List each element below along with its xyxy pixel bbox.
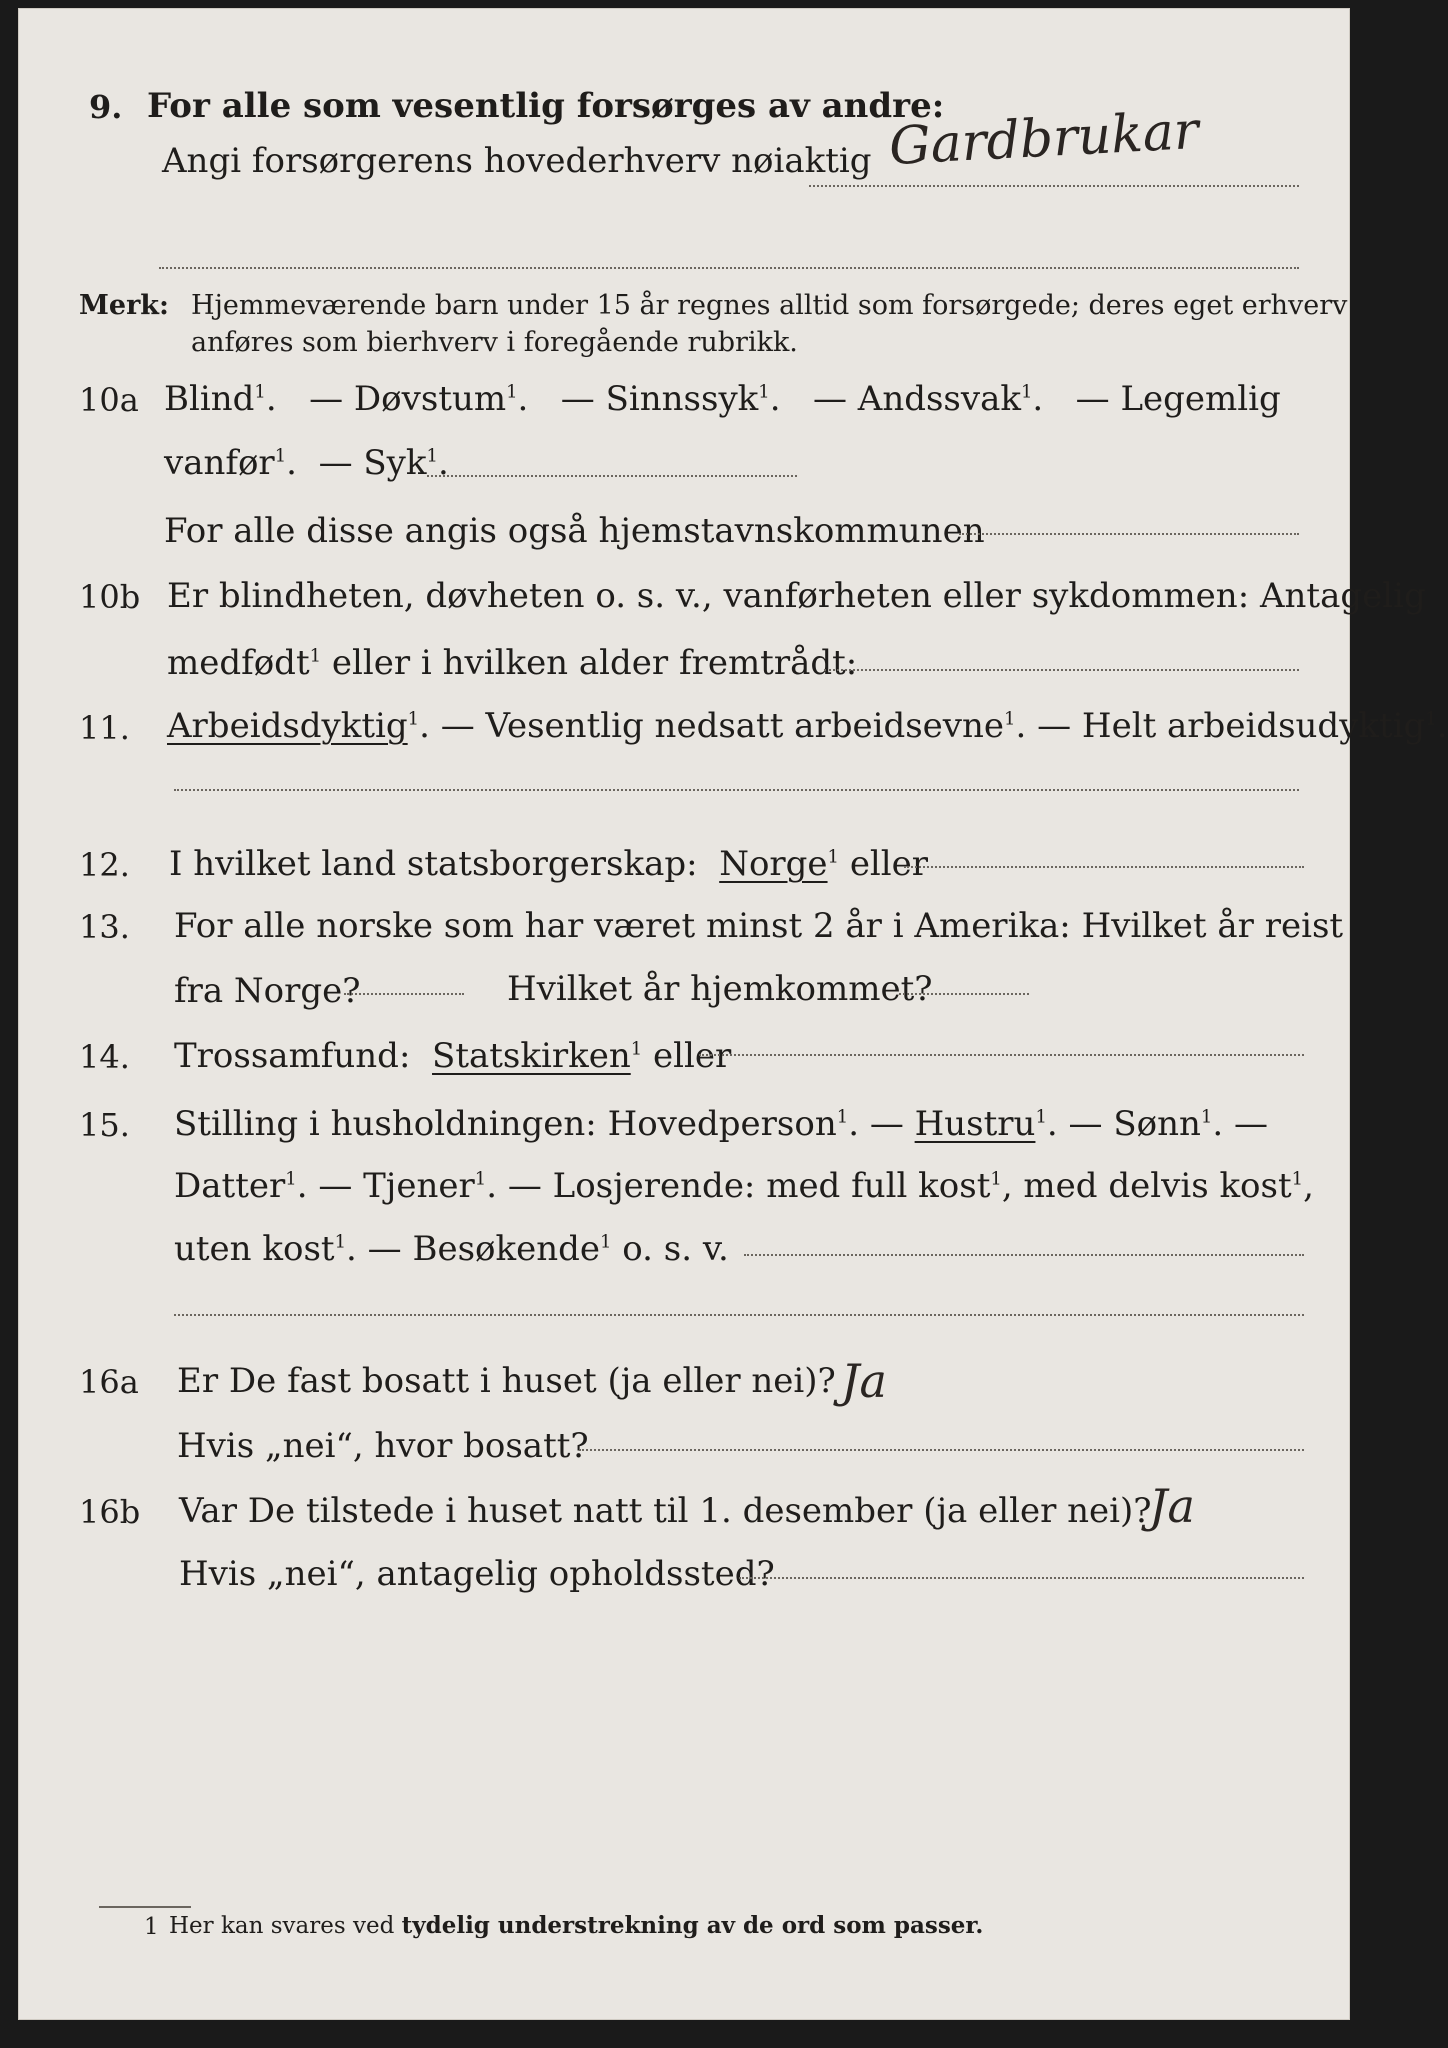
merk-line2: anføres som bierhverv i foregående rubrikk. [191, 327, 798, 358]
q16b-line1: Var De tilstede i huset natt til 1. desember (ja eller nei)? [179, 1491, 1152, 1531]
q12-number: 12. [79, 846, 130, 884]
q16a-line1: Er De fast bosatt i huset (ja eller nei)? [177, 1361, 836, 1401]
q13-line1: For alle norske som har været minst 2 år i Amerika: Hvilket år reist [174, 906, 1344, 946]
q15-line2: Datter$^1$. — Tjener$^1$. — Losjerende: med full kost$^1$, med delvis kost$^1$, [174, 1166, 1314, 1206]
footnote-text: Her kan svares ved tydelig understrekning av de ord som passer. [169, 1912, 984, 1939]
q16b-answer: Ja [1149, 1479, 1195, 1533]
q10a-line1: Blind$^1$. — Døvstum$^1$. — Sinnssyk$^1$. — Andssvak$^1$. — Legemlig [164, 379, 1281, 419]
q16a-number: 16a [79, 1363, 139, 1401]
q13-line2b: Hvilket år hjemkommet? [507, 969, 933, 1009]
census-form-page [18, 8, 1448, 2020]
footnote-mark: 1 [144, 1914, 159, 1940]
q16b-number: 16b [79, 1493, 141, 1531]
merk-line1: Hjemmeværende barn under 15 år regnes alltid som forsørgede; deres eget erhverv [191, 290, 1348, 321]
q10b-line2: medfødt$^1$ eller i hvilken alder fremtrådt: [167, 643, 858, 683]
merk-label: Merk: [79, 290, 169, 321]
q10a-line2: vanfør$^1$. — Syk$^1$. [164, 443, 449, 483]
q9-number: 9. [89, 88, 123, 126]
q16b-line2: Hvis „nei“, antagelig opholdssted? [179, 1554, 775, 1594]
q10a-number: 10a [79, 381, 139, 419]
q16a-answer: Ja [841, 1354, 887, 1408]
q14-number: 14. [79, 1038, 130, 1076]
q9-answer: Gardbrukar [887, 100, 1201, 178]
q13-number: 13. [79, 908, 130, 946]
q16a-line2: Hvis „nei“, hvor bosatt? [177, 1426, 589, 1466]
q12-line: I hvilket land statsborgerskap: Norge$^1$ eller [169, 844, 929, 884]
q9-line2: Angi forsørgerens hovederhverv nøiaktig [162, 141, 872, 181]
q10a-line3: For alle disse angis også hjemstavnskommunen [164, 511, 985, 551]
q15-number: 15. [79, 1106, 130, 1144]
q11-number: 11. [79, 709, 130, 747]
q9-line1: For alle som vesentlig forsørges av andre: [147, 86, 945, 126]
q13-line2a: fra Norge? [174, 971, 361, 1011]
q15-line3: uten kost$^1$. — Besøkende$^1$ o. s. v. [174, 1229, 729, 1269]
q15-line1: Stilling i husholdningen: Hovedperson$^1$. — Hustru$^1$. — Sønn$^1$. — [174, 1104, 1268, 1144]
q10b-number: 10b [79, 578, 141, 616]
q14-line: Trossamfund: Statskirken$^1$ eller [174, 1036, 732, 1076]
q11-line: Arbeidsdyktig$^1$. — Vesentlig nedsatt arbeidsevne$^1$. — Helt arbeidsudyktig$^1$. [167, 706, 1448, 746]
q10b-line1: Er blindheten, døvheten o. s. v., vanførheten eller sykdommen: Antagelig [167, 576, 1426, 616]
